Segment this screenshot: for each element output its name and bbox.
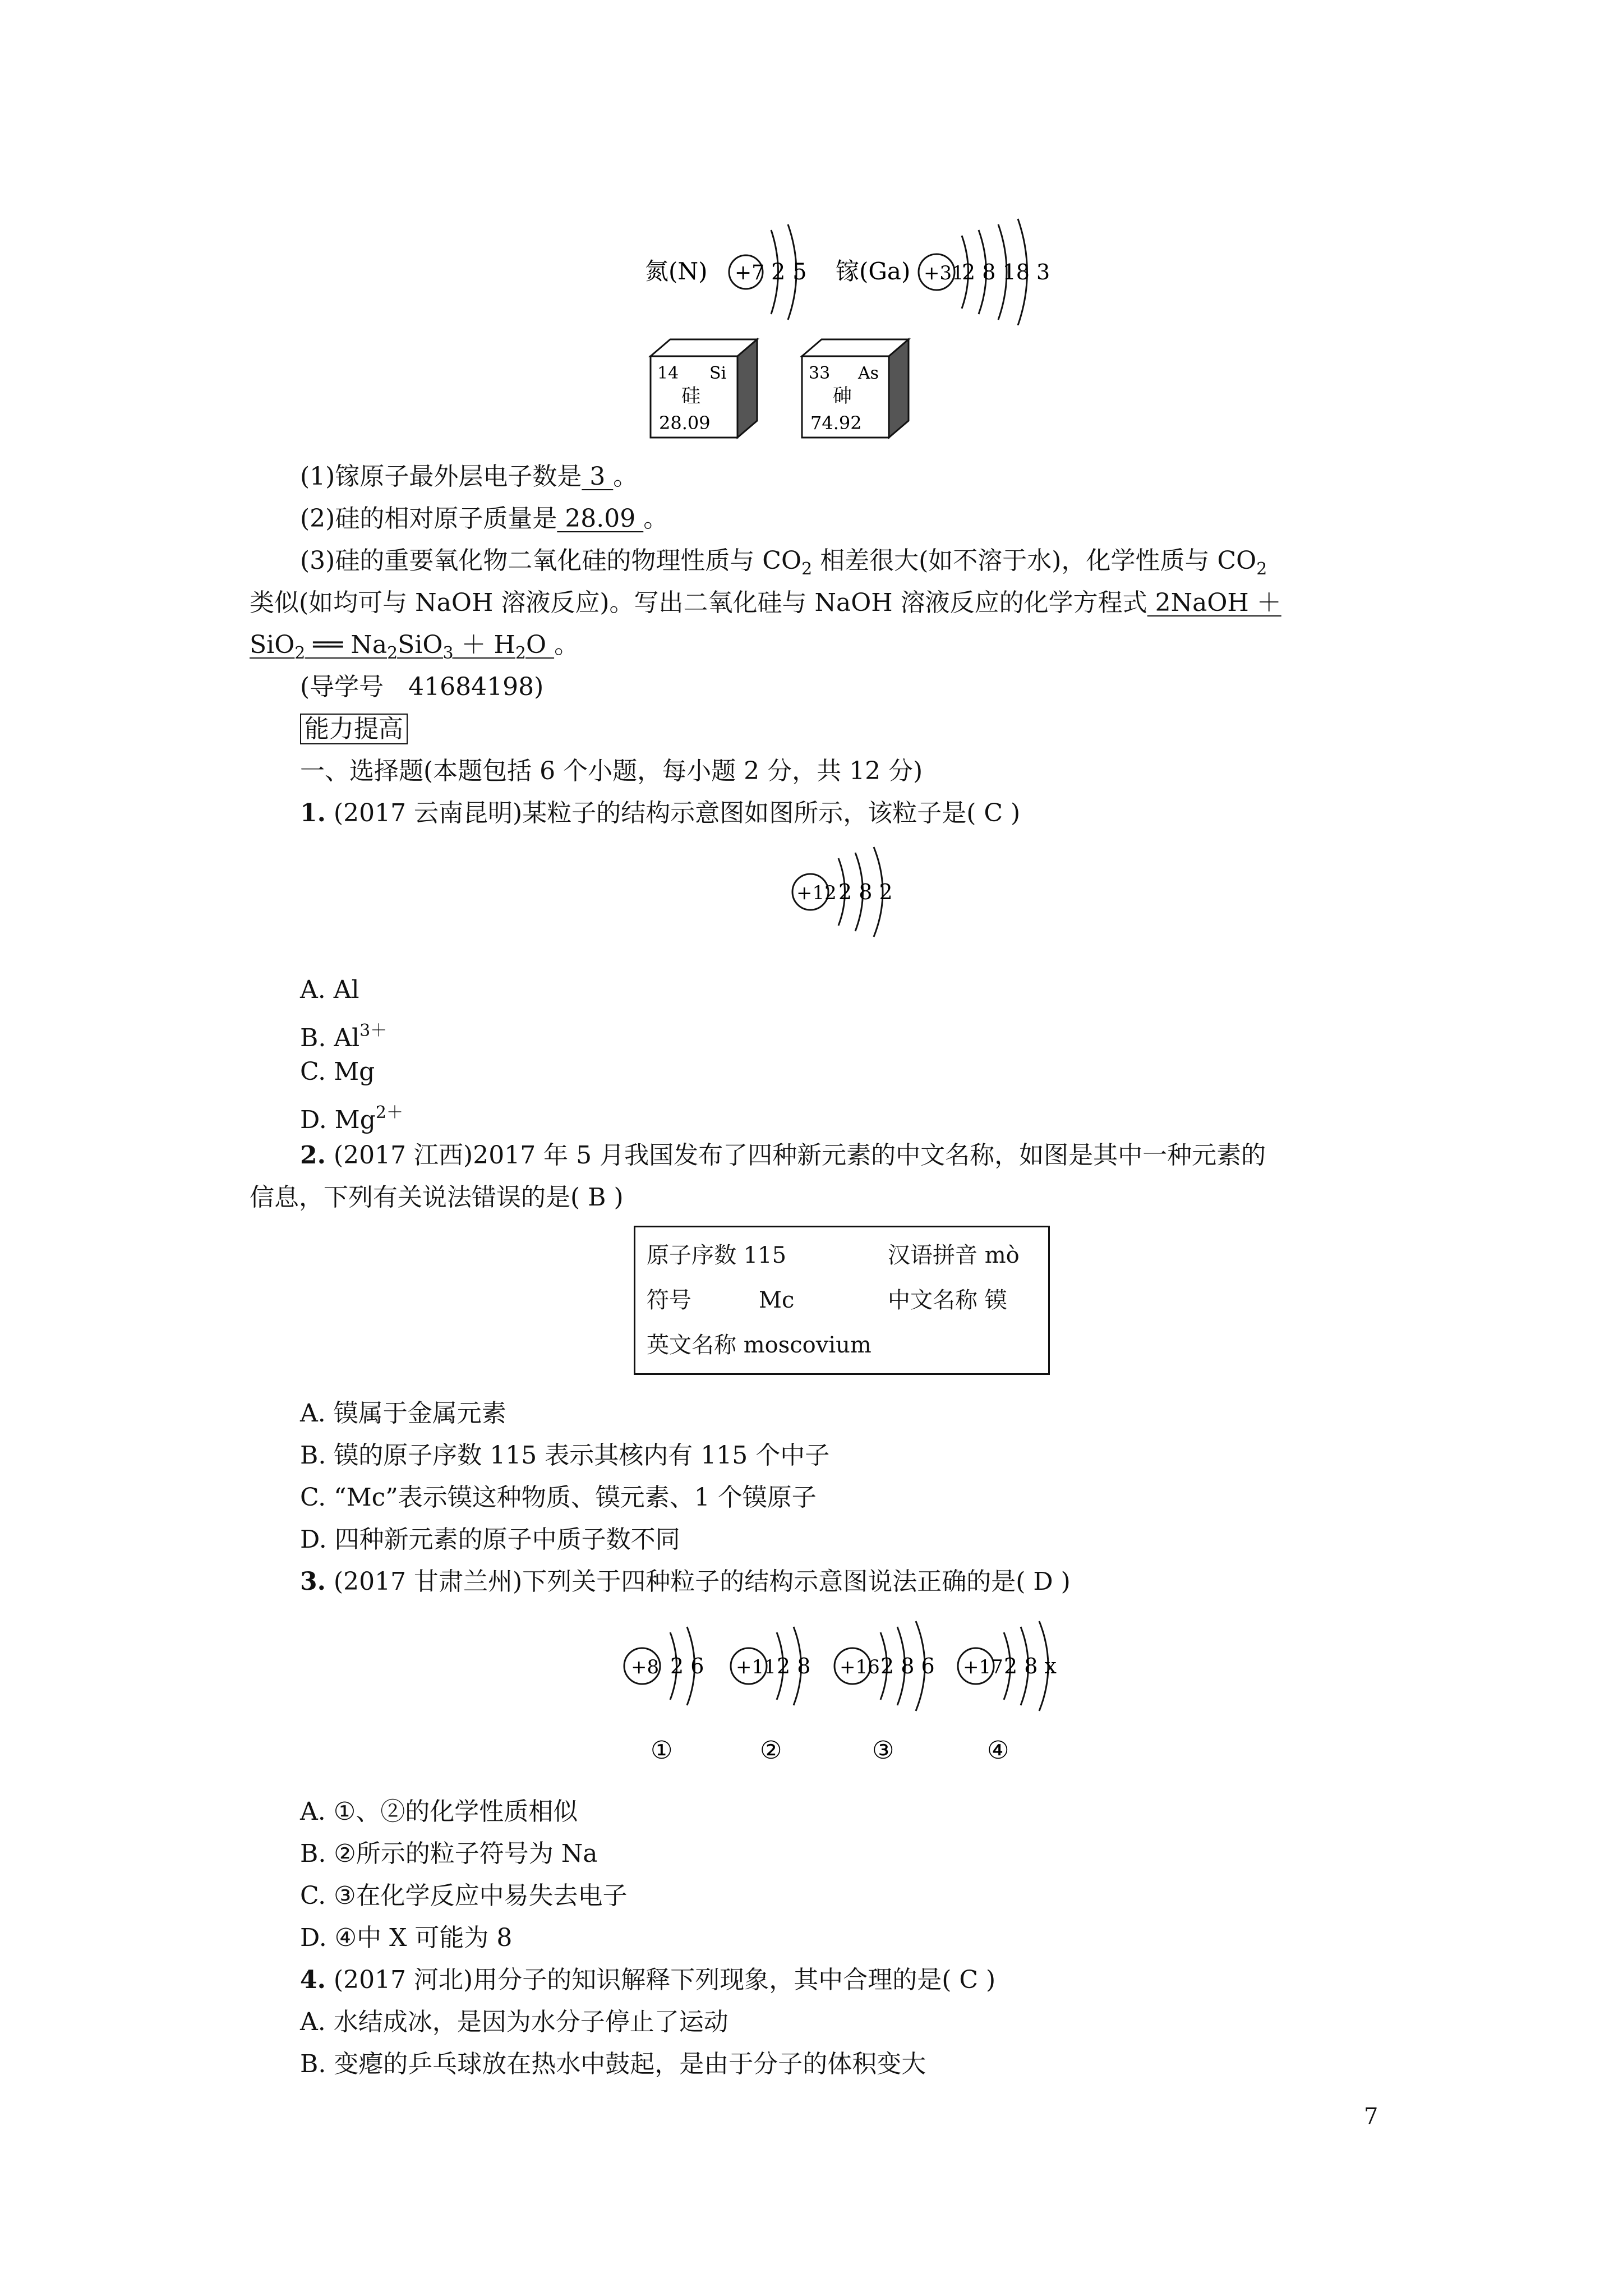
table-english-name: 英文名称 moscovium (647, 1332, 872, 1358)
section-subtitle: 一、选择题(本题包括 6 个小题，每小题 2 分，共 12 分) (300, 757, 923, 785)
q1-text: (2017 云南昆明)某粒子的结构示意图如图所示，该粒子是( C ) (325, 799, 1021, 827)
q1-option-d-sup: 2＋ (375, 1103, 403, 1122)
eq-sub2: 2 (387, 643, 398, 663)
q4-option-b: B. 变瘪的乒乓球放在热水中鼓起，是由于分子的体积变大 (300, 2050, 926, 2078)
q1-option-a: A. Al (300, 976, 359, 1004)
q4-stem (300, 1963, 995, 1997)
q3-option-c: C. ③在化学反应中易失去电子 (300, 1881, 628, 1910)
eq-sio2: SiO (250, 631, 295, 659)
q3-p4-shells: 2 8 x (1004, 1654, 1057, 1678)
intro-q3-text-c: 类似(如均可与 NaOH 溶液反应)。写出二氧化硅与 NaOH 溶液反应的化学方程式 (250, 588, 1147, 617)
intro-q3-answer-a: 2NaOH ＋ (1147, 588, 1281, 617)
q3-atom-diagrams (617, 1618, 1077, 1770)
element-cells (645, 337, 981, 449)
table-atomic-number: 原子序数 115 (647, 1243, 787, 1268)
q1-option-d (300, 1096, 403, 1137)
q1-option-b-sup: 3＋ (359, 1021, 388, 1041)
q1-number: 1. (300, 799, 326, 827)
eq-sub3: 3 (442, 643, 454, 663)
intro-q3-line2 (250, 586, 1281, 620)
q1-option-c: C. Mg (300, 1057, 375, 1086)
q3-label-4: ④ (987, 1736, 1009, 1765)
q1-option-b (300, 1014, 387, 1055)
q2-option-d: D. 四种新元素的原子中质子数不同 (300, 1525, 680, 1554)
gallium-shells: 2 8 18 3 (962, 260, 1050, 284)
q3-p2-shells: 2 8 (777, 1654, 811, 1678)
intro-q1-text: (1)镓原子最外层电子数是 (300, 462, 582, 491)
q3-option-b: B. ②所示的粒子符号为 Na (300, 1839, 598, 1868)
intro-q2-answer: 28.09 (557, 504, 644, 533)
as-mass: 74.92 (810, 412, 862, 434)
q3-text: (2017 甘肃兰州)下列关于四种粒子的结构示意图说法正确的是( D ) (325, 1567, 1071, 1596)
eq-sub1: 2 (294, 643, 306, 663)
intro-q3-sub: 2 (801, 559, 813, 579)
q3-label-3: ③ (872, 1736, 895, 1765)
q1-atom-diagram (785, 844, 920, 940)
q4-option-a: A. 水结成冰，是因为水分子停止了运动 (300, 2008, 728, 2036)
eq-sub4: 2 (515, 643, 526, 663)
q1-option-b-text: B. Al (300, 1024, 360, 1052)
si-number: 14 (657, 364, 679, 383)
table-symbol: 符号 Mc (647, 1287, 795, 1313)
q3-option-a: A. ①、②的化学性质相似 (300, 1797, 578, 1826)
intro-q3-text-b: 相差很大(如不溶于水)，化学性质与 CO (812, 546, 1257, 575)
q2-option-b: B. 镆的原子序数 115 表示其核内有 115 个中子 (300, 1441, 830, 1470)
table-pinyin: 汉语拼音 mò (888, 1243, 1020, 1268)
q2-stem-line2: 信息，下列有关说法错误的是( B ) (250, 1183, 624, 1212)
q1-nucleus: +12 (796, 882, 837, 904)
nitrogen-shells: 2 5 (771, 259, 807, 285)
intro-q1 (300, 460, 638, 494)
as-symbol: As (858, 364, 879, 383)
q3-p1-nucleus: +8 (631, 1656, 660, 1678)
guide-number: (导学号 41684198) (300, 673, 544, 701)
q3-number: 3. (300, 1567, 326, 1596)
intro-q2-suffix: 。 (643, 504, 668, 533)
q3-option-d: D. ④中 X 可能为 8 (300, 1924, 513, 1952)
intro-q2-text: (2)硅的相对原子质量是 (300, 504, 557, 533)
q3-p3-nucleus: +16 (840, 1656, 880, 1678)
q2-stem-line1 (300, 1139, 1266, 1172)
gallium-nucleus: +31 (924, 262, 964, 284)
q3-stem (300, 1565, 1071, 1599)
si-symbol: Si (709, 364, 727, 383)
page-number: 7 (1364, 2104, 1378, 2129)
q3-p2-nucleus: +11 (736, 1656, 776, 1678)
intro-q3-answer-b (250, 631, 555, 663)
as-number: 33 (809, 364, 831, 383)
intro-q3-end: 。 (554, 631, 579, 659)
q4-text: (2017 河北)用分子的知识解释下列现象，其中合理的是( C ) (325, 1966, 996, 1994)
gallium-label: 镓(Ga) (836, 257, 911, 285)
si-cell (651, 339, 757, 438)
q3-p4-nucleus: +17 (963, 1656, 1003, 1678)
si-mass: 28.09 (659, 412, 711, 434)
intro-q3-text-a: (3)硅的重要氧化物二氧化硅的物理性质与 CO (300, 546, 802, 575)
element-info-table (634, 1226, 1050, 1375)
q2-option-c: C. “Mc”表示镆这种物质、镆元素、1 个镆原子 (300, 1483, 817, 1512)
section-title: 能力提高 (300, 714, 408, 744)
atom-diagrams-top (645, 213, 1071, 325)
intro-q3-line3 (250, 628, 579, 670)
intro-q1-answer: 3 (582, 462, 614, 491)
nitrogen-label: 氮(N) (645, 257, 708, 285)
si-name: 硅 (681, 385, 700, 407)
q3-p3-shells: 2 8 6 (880, 1654, 935, 1678)
eq-sio: SiO (398, 631, 443, 659)
q1-shells: 2 8 2 (838, 880, 893, 904)
q3-label-2: ② (760, 1736, 782, 1765)
intro-q2 (300, 502, 668, 536)
q3-label-1: ① (651, 1736, 673, 1765)
eq-arrow-na: ══ Na (305, 631, 388, 659)
q2-number: 2. (300, 1141, 326, 1170)
q1-stem (300, 797, 1020, 830)
as-cell (802, 339, 909, 438)
section-title-wrap (300, 712, 408, 746)
as-name: 砷 (833, 385, 852, 407)
q2-text1: (2017 江西)2017 年 5 月我国发布了四种新元素的中文名称，如图是其中一种元素的 (325, 1141, 1266, 1170)
nitrogen-nucleus: +7 (735, 261, 765, 284)
q2-option-a: A. 镆属于金属元素 (300, 1399, 506, 1428)
intro-q1-suffix: 。 (613, 462, 638, 491)
table-chinese-name: 中文名称 镆 (888, 1287, 1007, 1313)
q3-p1-shells: 2 6 (670, 1654, 704, 1678)
q1-option-d-text: D. Mg (300, 1106, 376, 1134)
intro-q3-sub2: 2 (1256, 559, 1267, 579)
eq-plus-h: ＋ H (453, 631, 515, 659)
q4-number: 4. (300, 1966, 326, 1994)
intro-q3-line1 (300, 544, 1267, 586)
eq-o: O (526, 631, 555, 659)
